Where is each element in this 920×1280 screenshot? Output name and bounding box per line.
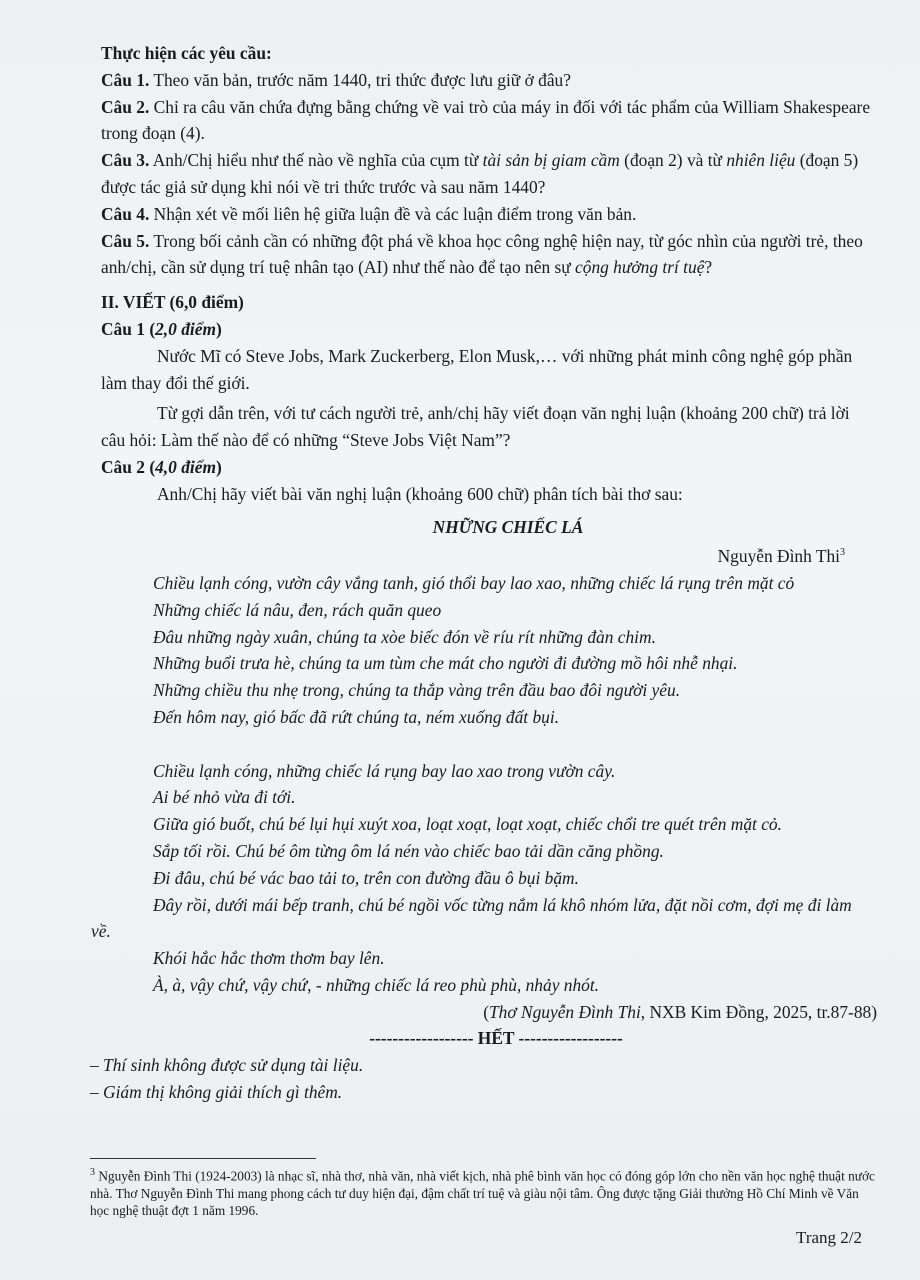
poem-line: Những chiều thu nhẹ trong, chúng ta thắp vàng trên đầu bao đôi người yêu. <box>153 680 681 701</box>
poem-line: Những chiếc lá nâu, đen, rách quăn queo <box>153 599 442 620</box>
exam-note: – Giám thị không giải thích gì thêm. <box>90 1082 343 1103</box>
question-4 <box>101 201 871 228</box>
poem-line: Đến hôm nay, gió bấc đã rứt chúng ta, ném xuống đất bụi. <box>153 706 560 727</box>
question-text: Nhận xét về mối liên hệ giữa luận đề và các luận điểm trong văn bản. <box>149 203 637 224</box>
source-rest: , NXB Kim Đồng, 2025, tr.87-88) <box>640 1001 877 1022</box>
cau2-heading <box>101 454 871 481</box>
cau-label: Câu 2 ( <box>101 456 156 477</box>
question-term: nhiên liệu <box>726 150 796 171</box>
question-2 <box>101 94 871 148</box>
poem-title: NHỮNG CHIẾC LÁ <box>432 516 584 537</box>
cau-label: Câu 1 ( <box>101 318 156 339</box>
page-content <box>90 40 877 1106</box>
poem-source <box>101 999 877 1026</box>
question-term: tài sản bị giam cầm <box>482 150 620 171</box>
exam-note: – Thí sinh không được sử dụng tài liệu. <box>90 1055 364 1076</box>
question-text: Chỉ ra câu văn chứa đựng bằng chứng về vai trò của máy in đối với tác phẩm của William Shakespeare trong đoạn (4). <box>101 96 871 144</box>
poem-line: Ai bé nhỏ vừa đi tới. <box>153 787 296 808</box>
poem-line: Đi đâu, chú bé vác bao tải to, trên con đường đầu ô bụi bặm. <box>153 867 579 888</box>
points: 2,0 điểm <box>155 318 216 339</box>
author-name: Nguyễn Đình Thi <box>717 546 840 567</box>
source-title: Thơ Nguyễn Đình Thi <box>488 1001 641 1022</box>
question-text: Anh/Chị hiểu như thế nào về nghĩa của cụm từ <box>149 150 483 171</box>
cau1-task: Từ gợi dẫn trên, với tư cách người trẻ, anh/chị hãy viết đoạn văn nghị luận (khoảng 200 chữ) trả lời câu hỏi: Làm thế nào để có những “Steve Jobs Việt Nam”? <box>101 403 850 451</box>
end-marker: ------------------ HẾT ------------------ <box>369 1028 623 1049</box>
question-text: (đoạn 2) và từ <box>619 150 727 171</box>
question-5 <box>101 228 871 282</box>
footnote-text: Nguyễn Đình Thi (1924-2003) là nhạc sĩ, nhà thơ, nhà văn, nhà viết kịch, nhà phê bình văn học có đóng góp lớn cho nền văn học nghệ thuật nước nhà. Thơ Nguyễn Đình Thi mang phong cách tư duy hiện đại, đậm chất trí tuệ và giàu nội tâm. Ông được tặng Giải thưởng Hồ Chí Minh về Văn học nghệ thuật đợt 1 năm 1996. <box>90 1168 875 1219</box>
stanza-gap <box>153 731 871 758</box>
question-text: Trong bối cảnh cần có những đột phá về khoa học công nghệ hiện nay, từ góc nhìn của người trẻ, theo anh/chị, cần sử dụng trí tuệ nhân tạo (AI) như thế nào để tạo nên sự <box>101 230 863 278</box>
poem-line: Sắp tối rồi. Chú bé ôm từng ôm lá nén vào chiếc bao tải dần căng phồng. <box>153 840 664 861</box>
question-text: (đoạn 5) được tác giả sử dụng khi nói về tri thức trước và sau năm 1440? <box>101 150 859 197</box>
poem-body <box>91 570 871 999</box>
poem-line: Chiều lạnh cóng, những chiếc lá rụng bay lao xao trong vườn cây. <box>153 760 616 781</box>
question-label: Câu 2. <box>101 96 150 117</box>
footnote-mark: 3 <box>840 547 845 559</box>
close-paren: ) <box>215 318 222 339</box>
poem-line: Đâu những ngày xuân, chúng ta xòe biếc đón về ríu rít những đàn chim. <box>153 626 656 647</box>
question-term: cộng hưởng trí tuệ <box>575 257 705 278</box>
question-label: Câu 3. <box>101 150 150 171</box>
poem-line: Những buổi trưa hè, chúng ta um tùm che mát cho người đi đường mồ hôi nhễ nhại. <box>153 653 738 674</box>
cau1-prompt: Nước Mĩ có Steve Jobs, Mark Zuckerberg, Elon Musk,… với những phát minh công nghệ góp phần làm thay đổi thế giới. <box>101 345 853 393</box>
cau2-task: Anh/Chị hãy viết bài văn nghị luận (khoảng 600 chữ) phân tích bài thơ sau: <box>157 483 683 504</box>
page-number: Trang 2/2 <box>796 1228 862 1247</box>
cau1-heading <box>101 316 871 343</box>
question-1 <box>101 67 871 94</box>
question-label: Câu 5. <box>101 230 150 251</box>
poem-author <box>101 540 871 570</box>
question-3 <box>101 147 871 201</box>
close-paren: ) <box>215 456 222 477</box>
poem-line: À, à, vậy chứ, vậy chứ, - những chiếc lá reo phù phù, nhảy nhót. <box>153 974 600 995</box>
requirements-heading: Thực hiện các yêu cầu: <box>101 43 272 63</box>
question-text: ? <box>704 257 713 278</box>
poem-line: Khói hắc hắc thơm thơm bay lên. <box>153 948 385 969</box>
source-open: ( <box>483 1001 489 1022</box>
footnote-number: 3 <box>90 1167 95 1178</box>
footnote-divider <box>90 1158 316 1159</box>
poem-line: Giữa gió buốt, chú bé lụi hụi xuýt xoa, loạt xoạt, loạt xoạt, chiếc chổi tre quét trên mặt cỏ. <box>153 814 782 835</box>
poem-line: Đây rồi, dưới mái bếp tranh, chú bé ngồi vốc từng nắm lá khô nhóm lửa, đặt nồi cơm, đợi mẹ đi làm về. <box>91 894 852 942</box>
question-label: Câu 1. <box>101 69 150 90</box>
poem-line: Chiều lạnh cóng, vườn cây vắng tanh, gió thổi bay lao xao, những chiếc lá rụng trên mặt cỏ <box>153 572 795 593</box>
section-heading: II. VIẾT (6,0 điểm) <box>101 292 244 313</box>
question-label: Câu 4. <box>101 203 150 224</box>
points: 4,0 điểm <box>155 456 216 477</box>
footnote <box>90 1164 880 1220</box>
question-text: Theo văn bản, trước năm 1440, tri thức được lưu giữ ở đâu? <box>149 69 571 90</box>
